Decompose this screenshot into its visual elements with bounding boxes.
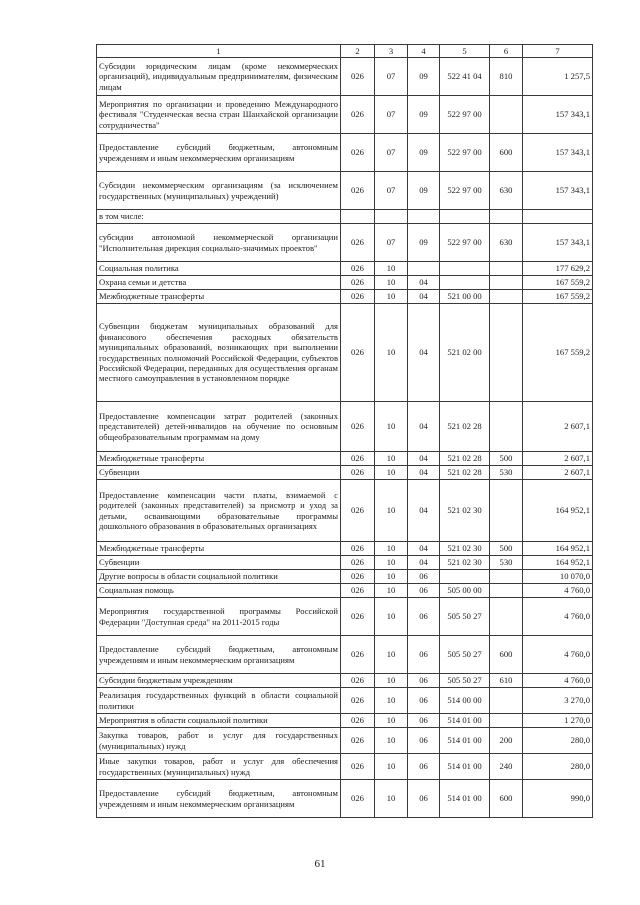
row-ved: 026: [341, 584, 375, 598]
row-vr: 600: [490, 636, 523, 674]
row-ved: 026: [341, 636, 375, 674]
row-rz: 07: [375, 224, 408, 262]
row-rz: 10: [375, 584, 408, 598]
table-row: [97, 402, 593, 452]
row-csr: 505 50 27: [440, 674, 490, 688]
table-row: [97, 304, 593, 402]
row-pr: [408, 210, 440, 224]
table-row: [97, 58, 593, 96]
row-csr: [440, 210, 490, 224]
table-row: [97, 466, 593, 480]
row-name: Субсидии юридическим лицам (кроме некоммерческих организаций), индивидуальным предпринимателям, физическим лицам: [97, 58, 341, 96]
row-ved: 026: [341, 290, 375, 304]
row-rz: 10: [375, 542, 408, 556]
table-row: [97, 714, 593, 728]
row-ved: 026: [341, 262, 375, 276]
row-vr: 530: [490, 466, 523, 480]
row-rz: 10: [375, 674, 408, 688]
row-sum: 177 629,2: [523, 262, 593, 276]
row-sum: 164 952,1: [523, 556, 593, 570]
row-vr: [490, 96, 523, 134]
row-sum: 167 559,2: [523, 304, 593, 402]
row-rz: 10: [375, 754, 408, 780]
row-rz: [375, 210, 408, 224]
table-row: [97, 134, 593, 172]
row-ved: 026: [341, 402, 375, 452]
row-pr: 04: [408, 480, 440, 542]
row-csr: 505 50 27: [440, 598, 490, 636]
column-header-sum: 7: [523, 45, 593, 58]
column-header-name: 1: [97, 45, 341, 58]
row-vr: 610: [490, 674, 523, 688]
row-rz: 10: [375, 480, 408, 542]
row-name: Предоставление субсидий бюджетным, автономным учреждениям и иным некоммерческим организациям: [97, 636, 341, 674]
row-vr: 810: [490, 58, 523, 96]
row-pr: 09: [408, 224, 440, 262]
row-rz: 07: [375, 172, 408, 210]
row-ved: 026: [341, 714, 375, 728]
row-sum: 4 760,0: [523, 636, 593, 674]
row-csr: 522 97 00: [440, 224, 490, 262]
row-pr: 09: [408, 96, 440, 134]
table-row: [97, 262, 593, 276]
row-sum: [523, 210, 593, 224]
row-pr: 04: [408, 304, 440, 402]
table-row: [97, 556, 593, 570]
row-sum: 280,0: [523, 754, 593, 780]
row-ved: 026: [341, 276, 375, 290]
row-sum: 157 343,1: [523, 134, 593, 172]
row-vr: 500: [490, 452, 523, 466]
table-header-row: [97, 45, 593, 58]
row-ved: 026: [341, 542, 375, 556]
row-rz: 10: [375, 598, 408, 636]
table-row: [97, 452, 593, 466]
table-row: [97, 598, 593, 636]
row-name: в том числе:: [97, 210, 341, 224]
row-name: Мероприятия в области социальной политики: [97, 714, 341, 728]
row-pr: 06: [408, 780, 440, 818]
row-pr: 06: [408, 584, 440, 598]
column-header-pr: 4: [408, 45, 440, 58]
row-csr: 514 01 00: [440, 780, 490, 818]
row-ved: 026: [341, 304, 375, 402]
row-vr: 530: [490, 556, 523, 570]
row-ved: 026: [341, 754, 375, 780]
table-row: [97, 96, 593, 134]
row-rz: 10: [375, 304, 408, 402]
row-rz: 10: [375, 290, 408, 304]
row-name: Предоставление компенсации части платы, взимаемой с родителей (законных представителей) за присмотр и уход за детьми, осваивающими образовательные программы дошкольного образования в образовательных организациях: [97, 480, 341, 542]
row-vr: 500: [490, 542, 523, 556]
row-pr: 04: [408, 542, 440, 556]
row-vr: [490, 262, 523, 276]
row-csr: 514 01 00: [440, 728, 490, 754]
row-name: Предоставление субсидий бюджетным, автономным учреждениям и иным некоммерческим организациям: [97, 134, 341, 172]
column-header-vr: 6: [490, 45, 523, 58]
table-row: [97, 290, 593, 304]
row-csr: 521 02 28: [440, 452, 490, 466]
row-rz: 07: [375, 58, 408, 96]
row-ved: 026: [341, 96, 375, 134]
row-ved: 026: [341, 466, 375, 480]
row-sum: 1 257,5: [523, 58, 593, 96]
row-sum: 280,0: [523, 728, 593, 754]
table-row: [97, 172, 593, 210]
row-csr: 514 01 00: [440, 754, 490, 780]
row-rz: 10: [375, 688, 408, 714]
row-rz: 10: [375, 780, 408, 818]
row-csr: 521 02 30: [440, 556, 490, 570]
row-pr: 06: [408, 688, 440, 714]
row-sum: 164 952,1: [523, 542, 593, 556]
table-row: [97, 754, 593, 780]
row-ved: 026: [341, 172, 375, 210]
column-header-csr: 5: [440, 45, 490, 58]
row-vr: [490, 304, 523, 402]
row-ved: 026: [341, 728, 375, 754]
row-pr: 04: [408, 290, 440, 304]
row-pr: 09: [408, 172, 440, 210]
table-row: [97, 542, 593, 556]
row-name: Иные закупки товаров, работ и услуг для обеспечения государственных (муниципальных) нужд: [97, 754, 341, 780]
row-name: Межбюджетные трансферты: [97, 542, 341, 556]
row-csr: 522 97 00: [440, 96, 490, 134]
row-ved: 026: [341, 780, 375, 818]
document-sheet: [96, 44, 592, 818]
row-rz: 10: [375, 262, 408, 276]
table-row: [97, 480, 593, 542]
table-row: [97, 584, 593, 598]
row-name: Межбюджетные трансферты: [97, 290, 341, 304]
row-csr: 521 02 28: [440, 466, 490, 480]
row-ved: 026: [341, 134, 375, 172]
row-sum: 157 343,1: [523, 172, 593, 210]
row-ved: 026: [341, 688, 375, 714]
row-name: Другие вопросы в области социальной политики: [97, 570, 341, 584]
row-pr: 09: [408, 134, 440, 172]
row-name: Субсидии некоммерческим организациям (за исключением государственных (муниципальных) учреждений): [97, 172, 341, 210]
row-pr: 06: [408, 636, 440, 674]
row-pr: 06: [408, 714, 440, 728]
row-ved: 026: [341, 224, 375, 262]
row-vr: [490, 290, 523, 304]
column-header-ved: 2: [341, 45, 375, 58]
row-ved: 026: [341, 480, 375, 542]
row-rz: 07: [375, 134, 408, 172]
row-csr: 505 00 00: [440, 584, 490, 598]
row-sum: 167 559,2: [523, 276, 593, 290]
row-name: Межбюджетные трансферты: [97, 452, 341, 466]
row-csr: 521 02 00: [440, 304, 490, 402]
row-vr: 600: [490, 134, 523, 172]
row-rz: 10: [375, 570, 408, 584]
row-csr: 505 50 27: [440, 636, 490, 674]
row-name: Предоставление компенсации затрат родителей (законных представителей) детей-инвалидов на обучение по основным общеобразовательным программам на дому: [97, 402, 341, 452]
row-vr: 200: [490, 728, 523, 754]
row-name: Субвенции бюджетам муниципальных образований для финансового обеспечения расходных обязательств муниципальных образований, возникающих при выполнении государственных полномочий Российской Федерации, субъектов Российской Федерации, переданных для осуществления органам местного самоуправления в установленном порядке: [97, 304, 341, 402]
row-vr: 240: [490, 754, 523, 780]
row-pr: 04: [408, 452, 440, 466]
table-row: [97, 780, 593, 818]
row-name: субсидии автономной некоммерческой организации "Исполнительная дирекция социально-значимых проектов": [97, 224, 341, 262]
row-ved: [341, 210, 375, 224]
column-header-rz: 3: [375, 45, 408, 58]
row-sum: 157 343,1: [523, 224, 593, 262]
table-row: [97, 570, 593, 584]
row-ved: 026: [341, 58, 375, 96]
row-sum: 167 559,2: [523, 290, 593, 304]
row-csr: 522 97 00: [440, 134, 490, 172]
row-name: Закупка товаров, работ и услуг для государственных (муниципальных) нужд: [97, 728, 341, 754]
row-vr: [490, 480, 523, 542]
row-sum: 1 270,0: [523, 714, 593, 728]
row-ved: 026: [341, 598, 375, 636]
row-ved: 026: [341, 570, 375, 584]
row-pr: 06: [408, 598, 440, 636]
row-pr: 06: [408, 570, 440, 584]
row-csr: 521 02 30: [440, 542, 490, 556]
row-pr: 09: [408, 58, 440, 96]
row-name: Мероприятия государственной программы Российской Федерации "Доступная среда" на 2011-2015 годы: [97, 598, 341, 636]
row-rz: 10: [375, 276, 408, 290]
row-sum: 4 760,0: [523, 584, 593, 598]
table-row: [97, 688, 593, 714]
row-name: Социальная политика: [97, 262, 341, 276]
row-sum: 164 952,1: [523, 480, 593, 542]
row-csr: 522 41 04: [440, 58, 490, 96]
row-rz: 10: [375, 466, 408, 480]
row-ved: 026: [341, 556, 375, 570]
row-sum: 10 070,0: [523, 570, 593, 584]
row-csr: 521 00 00: [440, 290, 490, 304]
row-vr: [490, 210, 523, 224]
row-csr: 521 02 30: [440, 480, 490, 542]
row-sum: 4 760,0: [523, 674, 593, 688]
row-pr: 06: [408, 728, 440, 754]
row-pr: 04: [408, 466, 440, 480]
row-pr: 06: [408, 754, 440, 780]
row-pr: 04: [408, 276, 440, 290]
row-vr: [490, 276, 523, 290]
row-sum: 4 760,0: [523, 598, 593, 636]
row-name: Субвенции: [97, 556, 341, 570]
row-sum: 157 343,1: [523, 96, 593, 134]
row-ved: 026: [341, 452, 375, 466]
row-vr: [490, 570, 523, 584]
row-name: Мероприятия по организации и проведению Международного фестиваля "Студенческая весна стран Шанхайской организации сотрудничества": [97, 96, 341, 134]
row-pr: 06: [408, 674, 440, 688]
row-vr: [490, 714, 523, 728]
row-name: Социальная помощь: [97, 584, 341, 598]
row-sum: 2 607,1: [523, 466, 593, 480]
page-number: 61: [314, 858, 326, 870]
row-rz: 10: [375, 556, 408, 570]
row-rz: 10: [375, 714, 408, 728]
row-vr: [490, 402, 523, 452]
row-rz: 10: [375, 452, 408, 466]
row-vr: 600: [490, 780, 523, 818]
row-name: Субвенции: [97, 466, 341, 480]
row-vr: 630: [490, 172, 523, 210]
row-vr: [490, 584, 523, 598]
table-row: [97, 210, 593, 224]
row-pr: 04: [408, 556, 440, 570]
row-vr: 630: [490, 224, 523, 262]
row-sum: 990,0: [523, 780, 593, 818]
row-pr: [408, 262, 440, 276]
row-csr: [440, 570, 490, 584]
table-row: [97, 224, 593, 262]
row-sum: 2 607,1: [523, 452, 593, 466]
row-csr: [440, 276, 490, 290]
row-rz: 07: [375, 96, 408, 134]
row-name: Реализация государственных функций в области социальной политики: [97, 688, 341, 714]
row-vr: [490, 688, 523, 714]
row-pr: 04: [408, 402, 440, 452]
row-csr: 514 01 00: [440, 714, 490, 728]
row-rz: 10: [375, 728, 408, 754]
table-row: [97, 674, 593, 688]
row-name: Охрана семьи и детства: [97, 276, 341, 290]
row-csr: 521 02 28: [440, 402, 490, 452]
row-vr: [490, 598, 523, 636]
row-rz: 10: [375, 402, 408, 452]
row-name: Предоставление субсидий бюджетным, автономным учреждениям и иным некоммерческим организациям: [97, 780, 341, 818]
row-csr: 514 00 00: [440, 688, 490, 714]
table-row: [97, 636, 593, 674]
row-name: Субсидии бюджетным учреждениям: [97, 674, 341, 688]
table-row: [97, 728, 593, 754]
row-sum: 3 270,0: [523, 688, 593, 714]
row-sum: 2 607,1: [523, 402, 593, 452]
row-rz: 10: [375, 636, 408, 674]
budget-table: [96, 44, 593, 818]
row-ved: 026: [341, 674, 375, 688]
row-csr: [440, 262, 490, 276]
row-csr: 522 97 00: [440, 172, 490, 210]
table-row: [97, 276, 593, 290]
